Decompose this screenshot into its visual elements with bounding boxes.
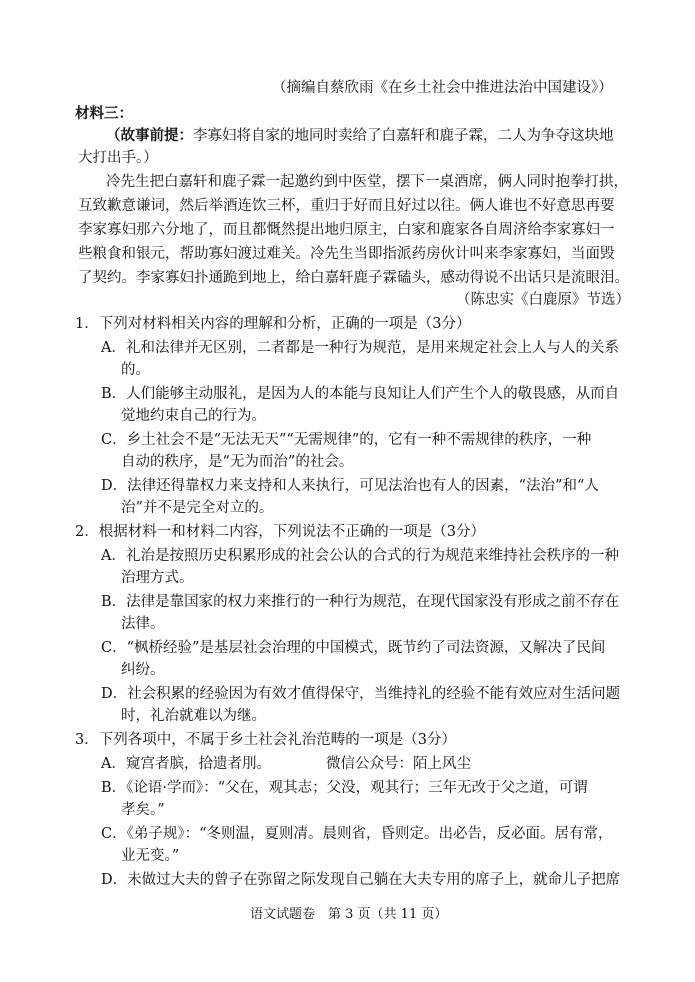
q2-option-b-cont: 法律。 (121, 616, 165, 632)
q3-option-b-cont: 孝矣。” (121, 802, 165, 818)
q3-option-a: A．窥宫者膑，拾遗者刖。 (101, 756, 271, 772)
q1-option-c-cont: 自动的秩序，是“无为而治”的社会。 (121, 454, 354, 470)
watermark-text: 微信公众号：陌上风尘 (326, 756, 471, 772)
q1-option-a: A．礼和法律并无区别，二者都是一种行为规范，是用来规定社会上人与人的关系 (101, 340, 619, 356)
story-line: 冷先生把白嘉轩和鹿子霖一起邀约到中医堂，摆下一桌酒席，俩人同时抱拳打拱， (106, 174, 628, 190)
q2-option-c-cont: 纠纷。 (121, 662, 165, 678)
q2-option-d-cont: 时，礼治就难以为继。 (121, 708, 266, 724)
premise-text: 李寡妇将自家的地同时卖给了白嘉轩和鹿子霖，二人为争夺这块地 (193, 128, 614, 144)
q1-option-d-cont: 治”并不是完全对立的。 (121, 500, 274, 516)
q3-option-d: D．未做过大夫的曾子在弥留之际发现自己躺在大夫专用的席子上，就命儿子把席 (101, 872, 621, 888)
q2-option-a: A．礼治是按照历史积累形成的社会公认的合式的行为规范来维持社会秩序的一种 (101, 548, 619, 564)
question-1-stem: 1．下列对材料相关内容的理解和分析，正确的一项是（3分） (75, 316, 471, 332)
q2-option-c: C．“枫桥经验”是基层社会治理的中国模式，既节约了司法资源，又解决了民间 (101, 640, 606, 656)
q1-option-b: B．人们能够主动服礼，是因为人的本能与良知让人们产生个人的敬畏感，从而自 (101, 386, 620, 402)
q2-option-b: B．法律是靠国家的权力来推行的一种行为规范，在现代国家没有形成之前不存在 (101, 594, 620, 610)
q2-option-d: D．社会积累的经验因为有效才值得保守，当维持礼的经验不能有效应对生活问题 (101, 686, 621, 702)
q2-option-a-cont: 治理方式。 (121, 570, 194, 586)
q1-option-b-cont: 觉地约束自己的行为。 (121, 408, 266, 424)
story-line: 互致歉意谦词，然后举酒连饮三杯，重归于好而且好过以往。俩人谁也不好意思再要 (78, 198, 615, 214)
q3-option-c: C．《弟子规》：“冬则温，夏则凊。晨则省，昏则定。出必告，反必面。居有常， (101, 826, 613, 842)
premise-line-2: 大打出手。） (78, 150, 158, 166)
q3-option-b: B．《论语·学而》：“父在，观其志；父没，观其行；三年无改于父之道，可谓 (101, 780, 588, 796)
source-citation-2: （陈忠实《白鹿原》节选） (456, 292, 630, 308)
premise-label: （故事前提： (106, 127, 193, 144)
question-2-stem: 2．根据材料一和材料二内容，下列说法不正确的一项是（3分） (75, 524, 485, 540)
q1-option-d: D．法律还得靠权力来支持和人来执行，可见法治也有人的因素，“法治”和“人 (101, 478, 599, 494)
story-premise (106, 126, 614, 146)
story-line: 李家寡妇那六分地了，而且都慨然提出地归原主，白家和鹿家各自周济给李家寡妇一 (78, 222, 615, 238)
source-citation-1: （摘编自蔡欣雨《在乡土社会中推进法治中国建设》） (272, 80, 613, 96)
material-three-heading: 材料三： (75, 105, 133, 122)
q3-option-c-cont: 业无变。” (121, 848, 180, 864)
story-line: 了契约。李家寡妇扑通跪到地上，给白嘉轩鹿子霖磕头，感动得说不出话只是流眼泪。 (78, 270, 629, 286)
question-3-stem: 3．下列各项中，不属于乡土社会礼治范畴的一项是（3分） (75, 732, 456, 748)
page-footer: 语文试题卷 第 3 页（共 11 页） (250, 907, 448, 922)
q1-option-c: C．乡土社会不是“无法无天”“无需规律”的，它有一种不需规律的秩序，一种 (101, 432, 592, 448)
q1-option-a-cont: 的。 (121, 362, 150, 378)
story-line: 些粮食和银元，帮助寡妇渡过难关。冷先生当即指派药房伙计叫来李家寡妇，当面毁 (78, 246, 615, 262)
